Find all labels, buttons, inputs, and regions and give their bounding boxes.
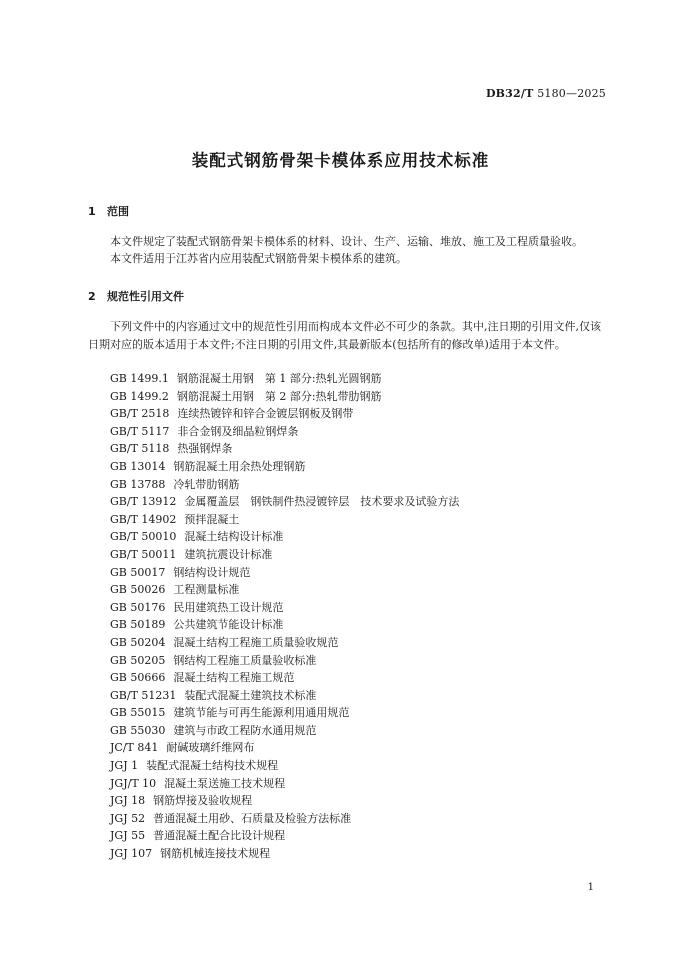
reference-item bbox=[110, 704, 459, 722]
reference-item bbox=[110, 546, 459, 564]
reference-code: GB 13014 bbox=[110, 459, 166, 473]
section-title: 规范性引用文件 bbox=[107, 290, 184, 303]
reference-title: 钢结构工程施工质量验收标准 bbox=[173, 653, 317, 667]
reference-code: GB 55030 bbox=[110, 723, 166, 737]
reference-title: 预拌混凝土 bbox=[184, 512, 240, 526]
reference-item bbox=[110, 827, 459, 845]
reference-title: 非合金钢及细晶粒钢焊条 bbox=[177, 424, 299, 438]
standard-number: 5180—2025 bbox=[537, 87, 606, 100]
reference-code: GB 55015 bbox=[110, 706, 166, 720]
paragraph: 本文件规定了装配式钢筋骨架卡模体系的材料、设计、生产、运输、堆放、施工及工程质量验收。 bbox=[110, 235, 583, 248]
document-header bbox=[486, 87, 606, 100]
reference-item bbox=[110, 511, 459, 529]
reference-item bbox=[110, 722, 459, 740]
reference-code: GB/T 13912 bbox=[110, 495, 177, 509]
reference-item bbox=[110, 528, 459, 546]
reference-title: 连续热镀锌和锌合金镀层钢板及钢带 bbox=[177, 407, 354, 421]
reference-code: GB 50666 bbox=[110, 671, 166, 685]
reference-title: 钢筋机械连接技术规程 bbox=[160, 847, 271, 861]
reference-title: 金属覆盖层 钢铁制件热浸镀锌层 技术要求及试验方法 bbox=[184, 495, 460, 509]
page-number: 1 bbox=[587, 882, 594, 893]
reference-code: JC/T 841 bbox=[110, 741, 159, 755]
reference-item bbox=[110, 440, 459, 458]
reference-title: 钢筋混凝土用钢 第 2 部分:热轧带肋钢筋 bbox=[176, 389, 382, 403]
reference-title: 钢筋混凝土用余热处理钢筋 bbox=[173, 459, 306, 473]
section-heading-normative-references bbox=[88, 288, 184, 304]
reference-code: GB 50189 bbox=[110, 618, 166, 632]
reference-item bbox=[110, 775, 459, 793]
reference-title: 钢结构设计规范 bbox=[173, 565, 251, 579]
reference-list bbox=[110, 370, 459, 863]
reference-item bbox=[110, 476, 459, 494]
reference-code: GB/T 50010 bbox=[110, 530, 177, 544]
reference-item bbox=[110, 652, 459, 670]
reference-code: JGJ/T 10 bbox=[110, 776, 157, 790]
reference-title: 混凝土结构设计标准 bbox=[184, 530, 284, 544]
paragraph: 下列文件中的内容通过文中的规范性引用而构成本文件必不可少的条款。其中,注日期的引用文件,仅该日期对应的版本适用于本文件;不注日期的引用文件,其最新版本(包括所有的修改单)适用于本文件。 bbox=[88, 320, 601, 351]
reference-item bbox=[110, 493, 459, 511]
reference-title: 工程测量标准 bbox=[173, 583, 240, 597]
reference-item bbox=[110, 616, 459, 634]
reference-title: 公共建筑节能设计标准 bbox=[173, 618, 284, 632]
reference-title: 建筑节能与可再生能源利用通用规范 bbox=[173, 706, 350, 720]
reference-title: 冷轧带肋钢筋 bbox=[173, 477, 240, 491]
reference-title: 装配式混凝土建筑技术标准 bbox=[184, 688, 317, 702]
reference-item bbox=[110, 388, 459, 406]
reference-item bbox=[110, 599, 459, 617]
paragraph: 本文件适用于江苏省内应用装配式钢筋骨架卡模体系的建筑。 bbox=[110, 252, 407, 265]
reference-code: GB 1499.1 bbox=[110, 372, 169, 385]
reference-item bbox=[110, 669, 459, 687]
reference-item bbox=[110, 581, 459, 599]
reference-code: GB 50204 bbox=[110, 635, 166, 649]
reference-code: JGJ 55 bbox=[110, 829, 146, 843]
reference-code: GB 50026 bbox=[110, 583, 166, 597]
reference-item bbox=[110, 405, 459, 423]
reference-item bbox=[110, 757, 459, 775]
reference-item bbox=[110, 810, 459, 828]
reference-code: GB/T 50011 bbox=[110, 547, 177, 561]
reference-item bbox=[110, 792, 459, 810]
reference-title: 混凝土泵送施工技术规程 bbox=[164, 776, 286, 790]
standard-prefix: DB32/T bbox=[485, 87, 534, 100]
reference-title: 普通混凝土用砂、石质量及检验方法标准 bbox=[153, 811, 352, 825]
document-title: 装配式钢筋骨架卡模体系应用技术标准 bbox=[191, 151, 490, 170]
reference-code: GB/T 2518 bbox=[110, 407, 170, 421]
reference-title: 耐碱玻璃纤维网布 bbox=[166, 741, 255, 755]
reference-title: 热强钢焊条 bbox=[177, 442, 233, 456]
reference-item bbox=[110, 845, 459, 863]
reference-item bbox=[110, 564, 459, 582]
section-number: 1 bbox=[88, 205, 96, 218]
reference-title: 民用建筑热工设计规范 bbox=[173, 600, 284, 614]
reference-title: 装配式混凝土结构技术规程 bbox=[146, 759, 279, 773]
reference-code: GB 50205 bbox=[110, 653, 166, 667]
reference-code: JGJ 18 bbox=[110, 794, 146, 808]
reference-code: GB 1499.2 bbox=[110, 389, 169, 403]
reference-code: GB 50017 bbox=[110, 565, 166, 579]
reference-code: GB/T 5117 bbox=[110, 424, 170, 438]
reference-title: 普通混凝土配合比设计规程 bbox=[153, 829, 286, 843]
section-title: 范围 bbox=[107, 205, 129, 218]
reference-title: 钢筋焊接及验收规程 bbox=[153, 794, 253, 808]
section-number: 2 bbox=[88, 290, 96, 303]
reference-code: JGJ 1 bbox=[110, 759, 139, 773]
reference-item bbox=[110, 458, 459, 476]
reference-title: 混凝土结构工程施工规范 bbox=[173, 671, 295, 685]
reference-title: 建筑抗震设计标准 bbox=[184, 547, 273, 561]
reference-item bbox=[110, 739, 459, 757]
reference-item bbox=[110, 370, 459, 388]
reference-title: 钢筋混凝土用钢 第 1 部分:热轧光圆钢筋 bbox=[176, 372, 382, 385]
reference-item bbox=[110, 634, 459, 652]
reference-code: GB/T 14902 bbox=[110, 512, 177, 526]
reference-code: JGJ 52 bbox=[110, 811, 146, 825]
reference-item bbox=[110, 687, 459, 705]
reference-code: GB 50176 bbox=[110, 600, 166, 614]
reference-code: GB 13788 bbox=[110, 477, 166, 491]
reference-title: 混凝土结构工程施工质量验收规范 bbox=[173, 635, 339, 649]
reference-title: 建筑与市政工程防水通用规范 bbox=[173, 723, 317, 737]
section-heading-scope bbox=[88, 203, 129, 219]
reference-code: JGJ 107 bbox=[110, 847, 153, 861]
reference-code: GB/T 51231 bbox=[110, 688, 177, 702]
reference-code: GB/T 5118 bbox=[110, 442, 170, 456]
reference-item bbox=[110, 423, 459, 441]
